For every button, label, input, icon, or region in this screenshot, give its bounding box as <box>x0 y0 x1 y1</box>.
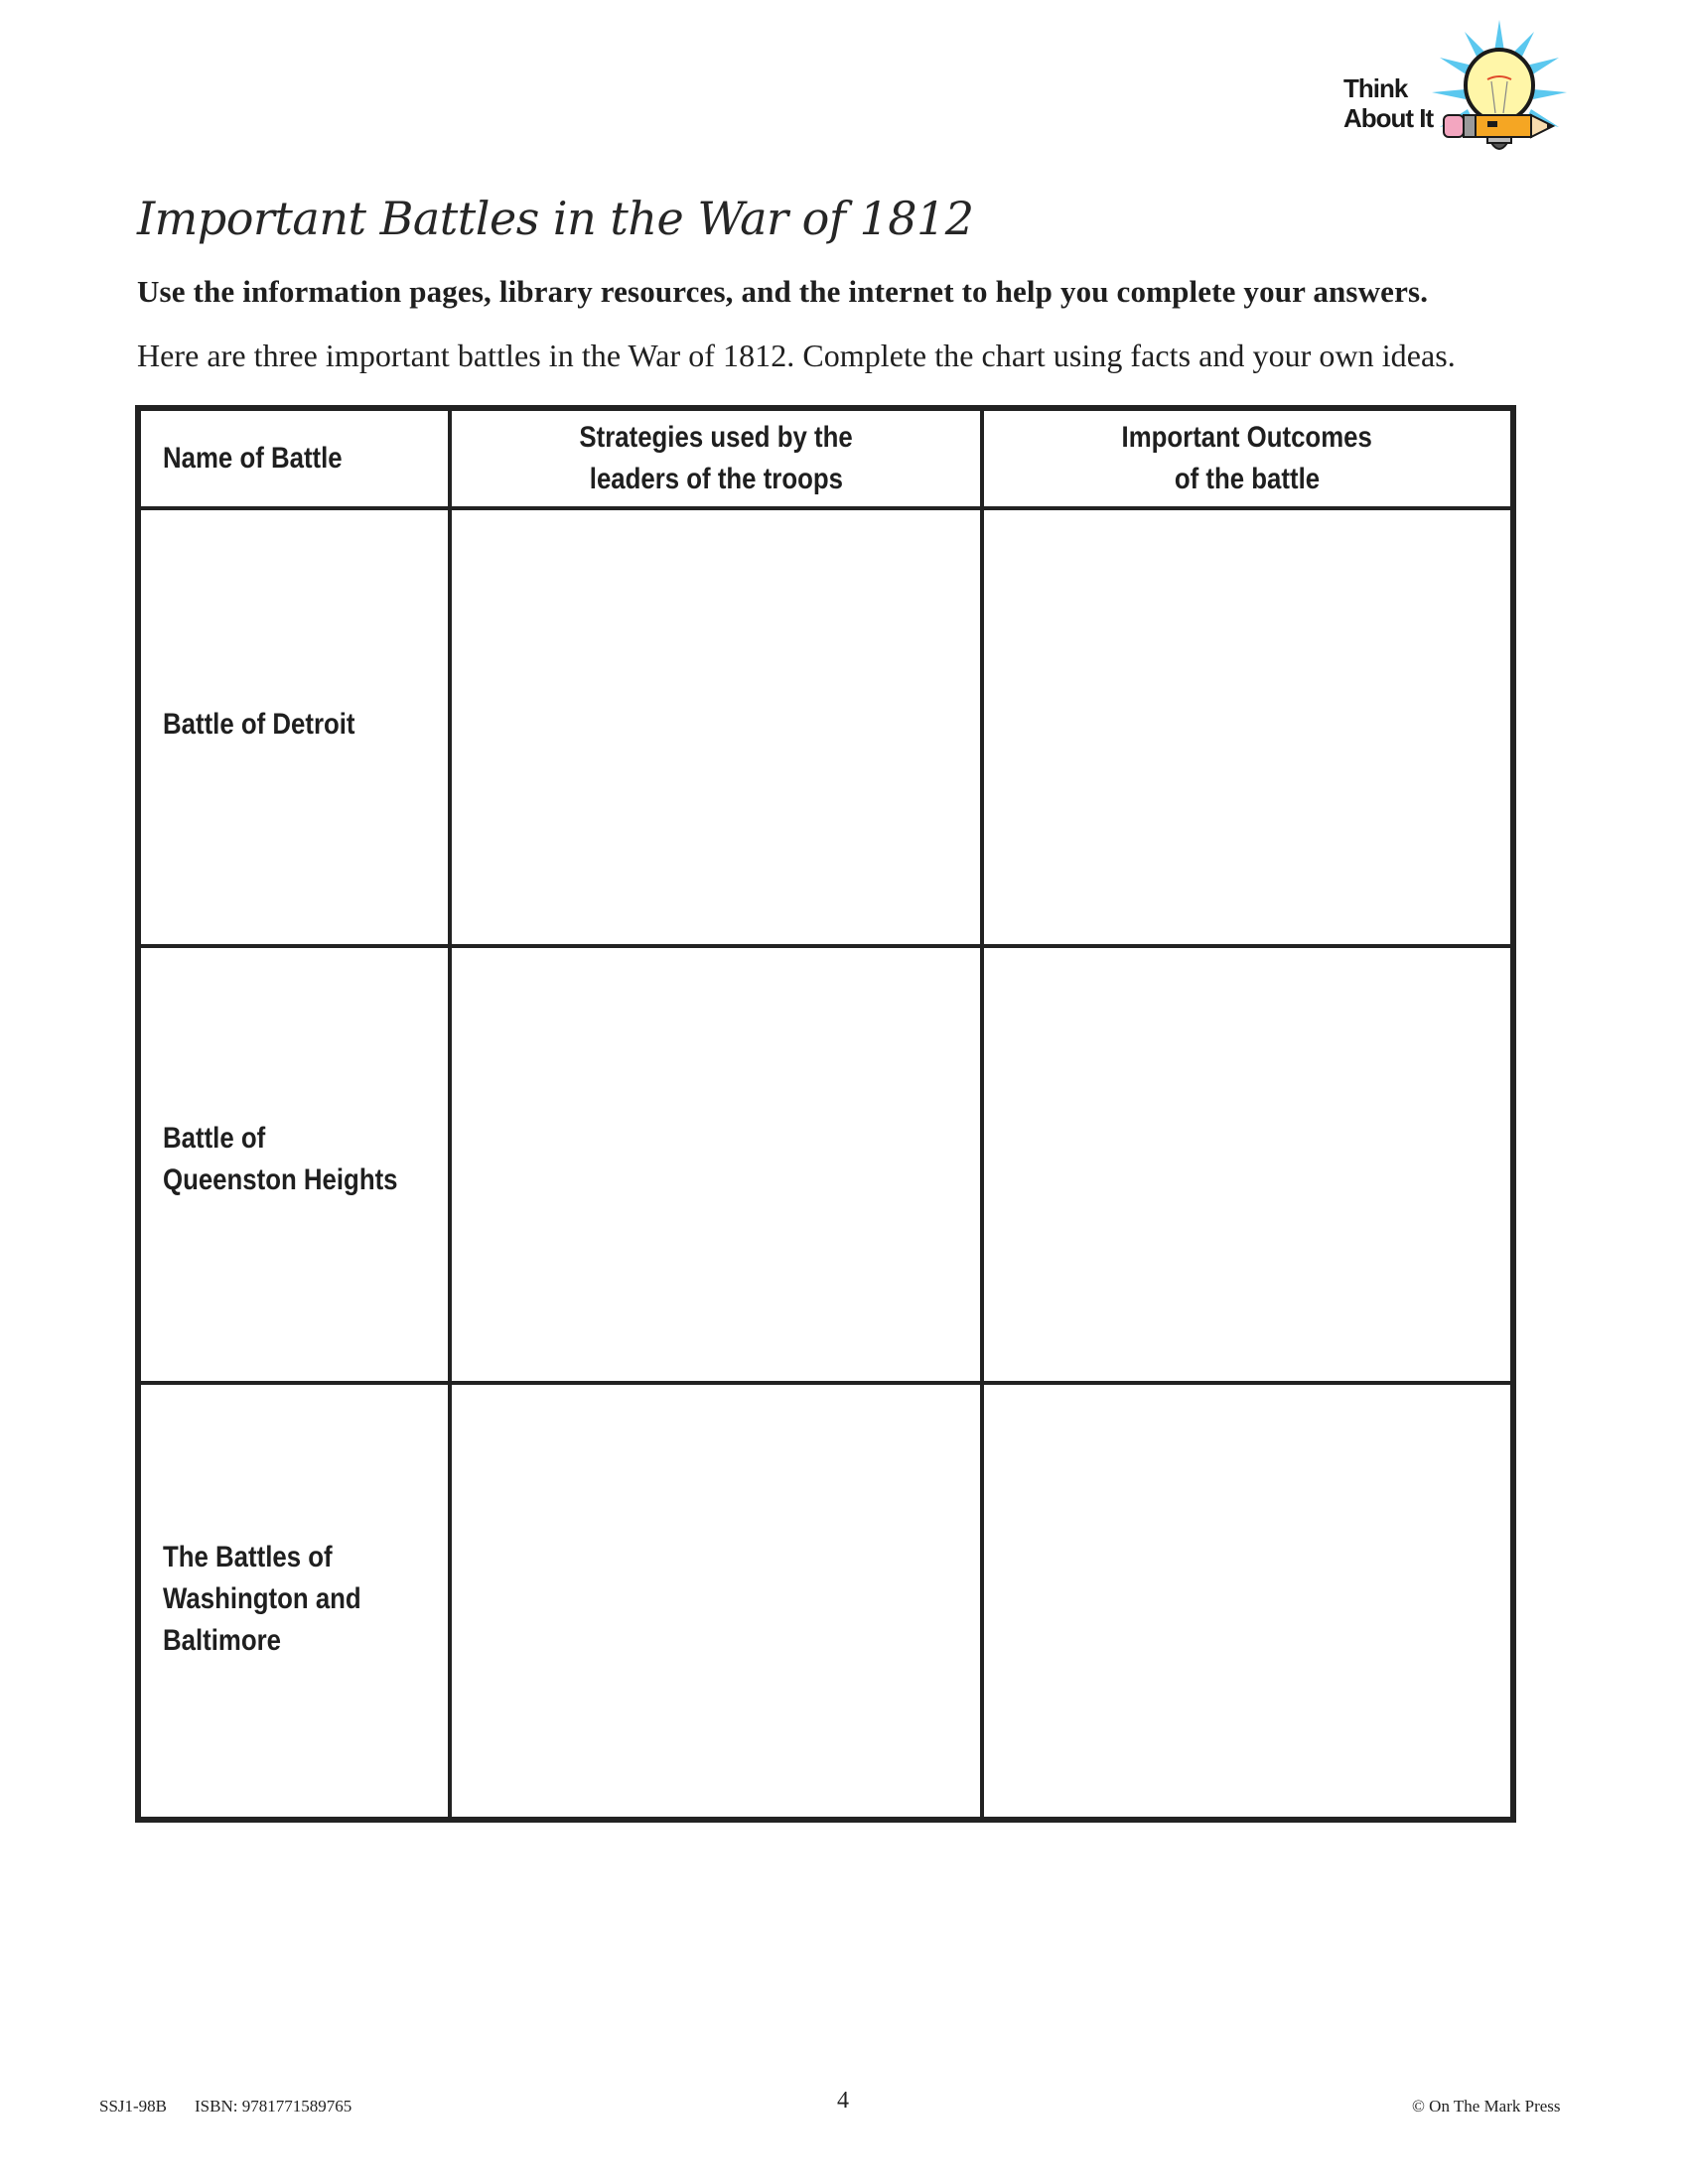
row-3-battle-name <box>163 1537 361 1662</box>
battle-name-line: Battle of Detroit <box>163 708 355 741</box>
badge-label-line2: About It <box>1343 103 1434 133</box>
row-3-strategies-cell[interactable] <box>452 1385 980 1817</box>
header-outcomes <box>984 417 1510 500</box>
battle-name-line: Washington and <box>163 1582 361 1615</box>
page-number: 4 <box>837 2088 849 2114</box>
row-3-outcomes-cell[interactable] <box>984 1385 1510 1817</box>
battle-name-line: The Battles of <box>163 1541 333 1573</box>
row-2-strategies-cell[interactable] <box>452 948 980 1381</box>
lead-text: Here are three important battles in the War of 1812. Complete the chart using facts and your own ideas. <box>137 338 1456 373</box>
lightbulb-pencil-icon <box>1430 18 1569 167</box>
battles-chart-table <box>135 405 1516 1823</box>
row-2-outcomes-cell[interactable] <box>984 948 1510 1381</box>
header-strategies-line1: Strategies used by the <box>579 421 853 454</box>
battle-name-line: Battle of <box>163 1122 266 1155</box>
header-strategies-line2: leaders of the troops <box>589 463 843 495</box>
instructions: Use the information pages, library resources, and the internet to help you complete your answers. <box>137 274 1429 309</box>
row-1-outcomes-cell[interactable] <box>984 510 1510 944</box>
header-outcomes-line2: of the battle <box>1174 463 1321 495</box>
row-1-strategies-cell[interactable] <box>452 510 980 944</box>
footer-isbn: ISBN: 9781771589765 <box>195 2097 352 2116</box>
battle-name-line: Queenston Heights <box>163 1163 398 1196</box>
row-2-battle-name <box>163 1118 398 1201</box>
row-1-battle-name <box>163 704 355 746</box>
header-strategies <box>452 417 980 500</box>
footer-copyright: © On The Mark Press <box>1412 2097 1561 2116</box>
header-name-of-battle: Name of Battle <box>163 442 343 475</box>
think-about-it-badge <box>1331 18 1569 167</box>
battle-name-line: Baltimore <box>163 1624 282 1657</box>
footer-code: SSJ1-98B <box>99 2097 168 2116</box>
header-outcomes-line1: Important Outcomes <box>1121 421 1373 454</box>
badge-label <box>1343 73 1433 133</box>
page-title: Important Battles in the War of 1812 <box>137 192 974 245</box>
badge-label-line1: Think <box>1343 73 1408 103</box>
